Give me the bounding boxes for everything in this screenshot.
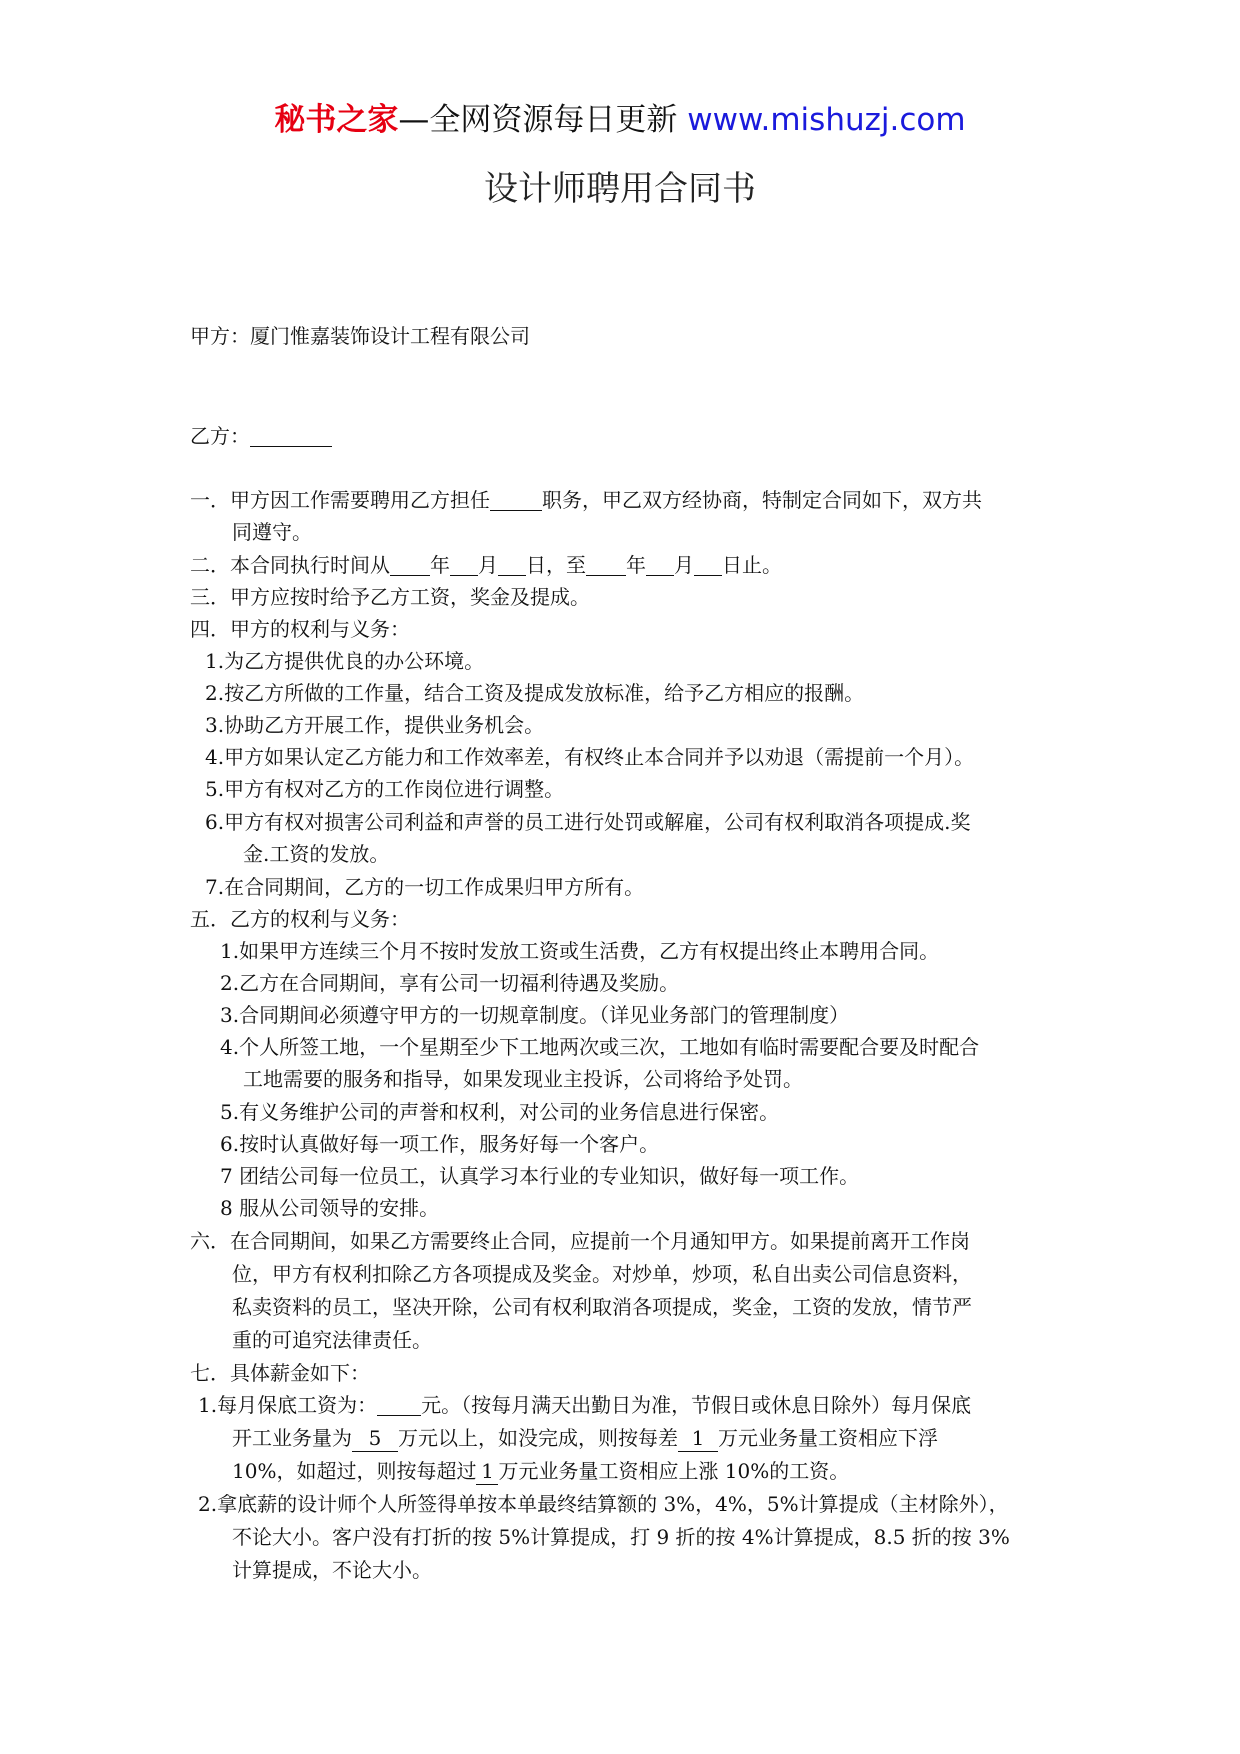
quota-label: 开工业务量为	[232, 1426, 352, 1450]
base-salary-blank	[377, 1391, 421, 1416]
section-2-text-g: 日止。	[722, 553, 782, 577]
start-day-blank	[498, 551, 526, 576]
section-4-item-6: 6.甲方有权对损害公司利益和声誉的员工进行处罚或解雇，公司有权利取消各项提成.奖	[205, 810, 971, 834]
quota-text: 万元以上，如没完成，则按每差	[398, 1426, 678, 1450]
section-5-item-5: 5.有义务维护公司的声誉和权利，对公司的业务信息进行保密。	[220, 1100, 780, 1124]
section-2-month-label-2: 月	[674, 553, 694, 577]
party-a-line: 甲方：厦门惟嘉装饰设计工程有限公司	[190, 324, 530, 348]
party-b-label: 乙方：	[190, 424, 250, 448]
banner-brand: 秘书之家	[274, 102, 399, 138]
section-1-text-b: 职务，甲乙双方经协商，特制定合同如下，双方共	[542, 488, 982, 512]
section-5-item-2: 2.乙方在合同期间，享有公司一切福利待遇及奖励。	[220, 971, 680, 995]
banner-url[interactable]: www.mishuzj.com	[687, 102, 966, 138]
section-4-item-5: 5.甲方有权对乙方的工作岗位进行调整。	[205, 777, 565, 801]
section-5-item-3: 3.合同期间必须遵守甲方的一切规章制度。（详见业务部门的管理制度）	[220, 1003, 850, 1027]
section-7-item-2-line-2: 不论大小。客户没有打折的按 5%计算提成，打 9 折的按 4%计算提成，8.5 折的按 3%	[232, 1525, 1010, 1549]
section-7-item-2-line-3: 计算提成，不论大小。	[232, 1558, 432, 1582]
banner-slogan: —全网资源每日更新	[398, 102, 678, 138]
document-title: 设计师聘用合同书	[484, 169, 756, 209]
section-1-line-1	[190, 484, 982, 516]
section-5-item-4: 4.个人所签工地，一个星期至少下工地两次或三次，工地如有临时需要配合要及时配合	[220, 1035, 980, 1059]
section-6-line-1: 六．在合同期间，如果乙方需要终止合同，应提前一个月通知甲方。如果提前离开工作岗	[190, 1229, 970, 1253]
section-2-text-a: 二．本合同执行时间从	[190, 553, 390, 577]
section-2-year-label: 年	[430, 553, 450, 577]
quota-value: 5	[352, 1425, 398, 1452]
section-7-heading: 七．具体薪金如下：	[190, 1361, 370, 1385]
section-5-item-7: 7 团结公司每一位员工，认真学习本行业的专业知识，做好每一项工作。	[220, 1164, 860, 1188]
excess-unit-value: 1	[476, 1458, 498, 1485]
site-banner	[0, 98, 1240, 142]
section-4-item-2: 2.按乙方所做的工作量，结合工资及提成发放标准，给予乙方相应的报酬。	[205, 681, 865, 705]
section-4-item-3: 3.协助乙方开展工作，提供业务机会。	[205, 713, 545, 737]
section-4-item-1: 1.为乙方提供优良的办公环境。	[205, 649, 485, 673]
section-7-item-1-line-3	[232, 1455, 849, 1487]
start-month-blank	[450, 551, 478, 576]
section-2-text-d: 日，至	[526, 553, 586, 577]
start-year-blank	[390, 551, 430, 576]
section-5-item-1: 1.如果甲方连续三个月不按时发放工资或生活费，乙方有权提出终止本聘用合同。	[220, 939, 940, 963]
section-2-year-label-2: 年	[626, 553, 646, 577]
section-5-item-8: 8 服从公司领导的安排。	[220, 1196, 440, 1220]
section-3-line: 三．甲方应按时给予乙方工资，奖金及提成。	[190, 585, 590, 609]
section-4-item-6-cont: 金.工资的发放。	[243, 842, 390, 866]
excess-text: 万元业务量工资相应上涨 10%的工资。	[498, 1459, 850, 1483]
section-7-item-2-line-1: 2.拿底薪的设计师个人所签得单按本单最终结算额的 3%，4%，5%计算提成（主材除外），	[198, 1492, 1009, 1516]
section-5-heading: 五．乙方的权利与义务：	[190, 907, 410, 931]
excess-label: 10%，如超过，则按每超过	[232, 1459, 477, 1483]
end-year-blank	[586, 551, 626, 576]
shortfall-text: 万元业务量工资相应下浮	[718, 1426, 938, 1450]
section-2-month-label: 月	[478, 553, 498, 577]
section-6-line-3: 私卖资料的员工，坚决开除，公司有权利取消各项提成，奖金，工资的发放，情节严	[232, 1295, 972, 1319]
section-1-line-2: 同遵守。	[232, 520, 312, 544]
section-4-item-7: 7.在合同期间，乙方的一切工作成果归甲方所有。	[205, 875, 645, 899]
salary-text: 元。（按每月满天出勤日为准，节假日或休息日除外）每月保底	[421, 1393, 972, 1417]
end-month-blank	[646, 551, 674, 576]
end-day-blank	[694, 551, 722, 576]
section-5-item-6: 6.按时认真做好每一项工作，服务好每一个客户。	[220, 1132, 660, 1156]
section-2-line	[190, 549, 782, 581]
section-4-heading: 四．甲方的权利与义务：	[190, 617, 410, 641]
party-b-blank	[250, 422, 332, 447]
section-7-item-1-line-2	[232, 1422, 938, 1454]
section-5-item-4-cont: 工地需要的服务和指导，如果发现业主投诉，公司将给予处罚。	[243, 1067, 803, 1091]
salary-label: 1.每月保底工资为：	[198, 1393, 378, 1417]
position-blank	[490, 486, 542, 511]
section-6-line-2: 位，甲方有权利扣除乙方各项提成及奖金。对炒单，炒项，私自出卖公司信息资料，	[232, 1262, 972, 1286]
section-6-line-4: 重的可追究法律责任。	[232, 1328, 432, 1352]
section-4-item-4: 4.甲方如果认定乙方能力和工作效率差，有权终止本合同并予以劝退（需提前一个月）。	[205, 745, 975, 769]
party-b-line	[190, 420, 332, 452]
shortfall-unit-value: 1	[678, 1425, 718, 1452]
section-7-item-1-line-1	[198, 1389, 971, 1421]
section-1-text-a: 一．甲方因工作需要聘用乙方担任	[190, 488, 490, 512]
